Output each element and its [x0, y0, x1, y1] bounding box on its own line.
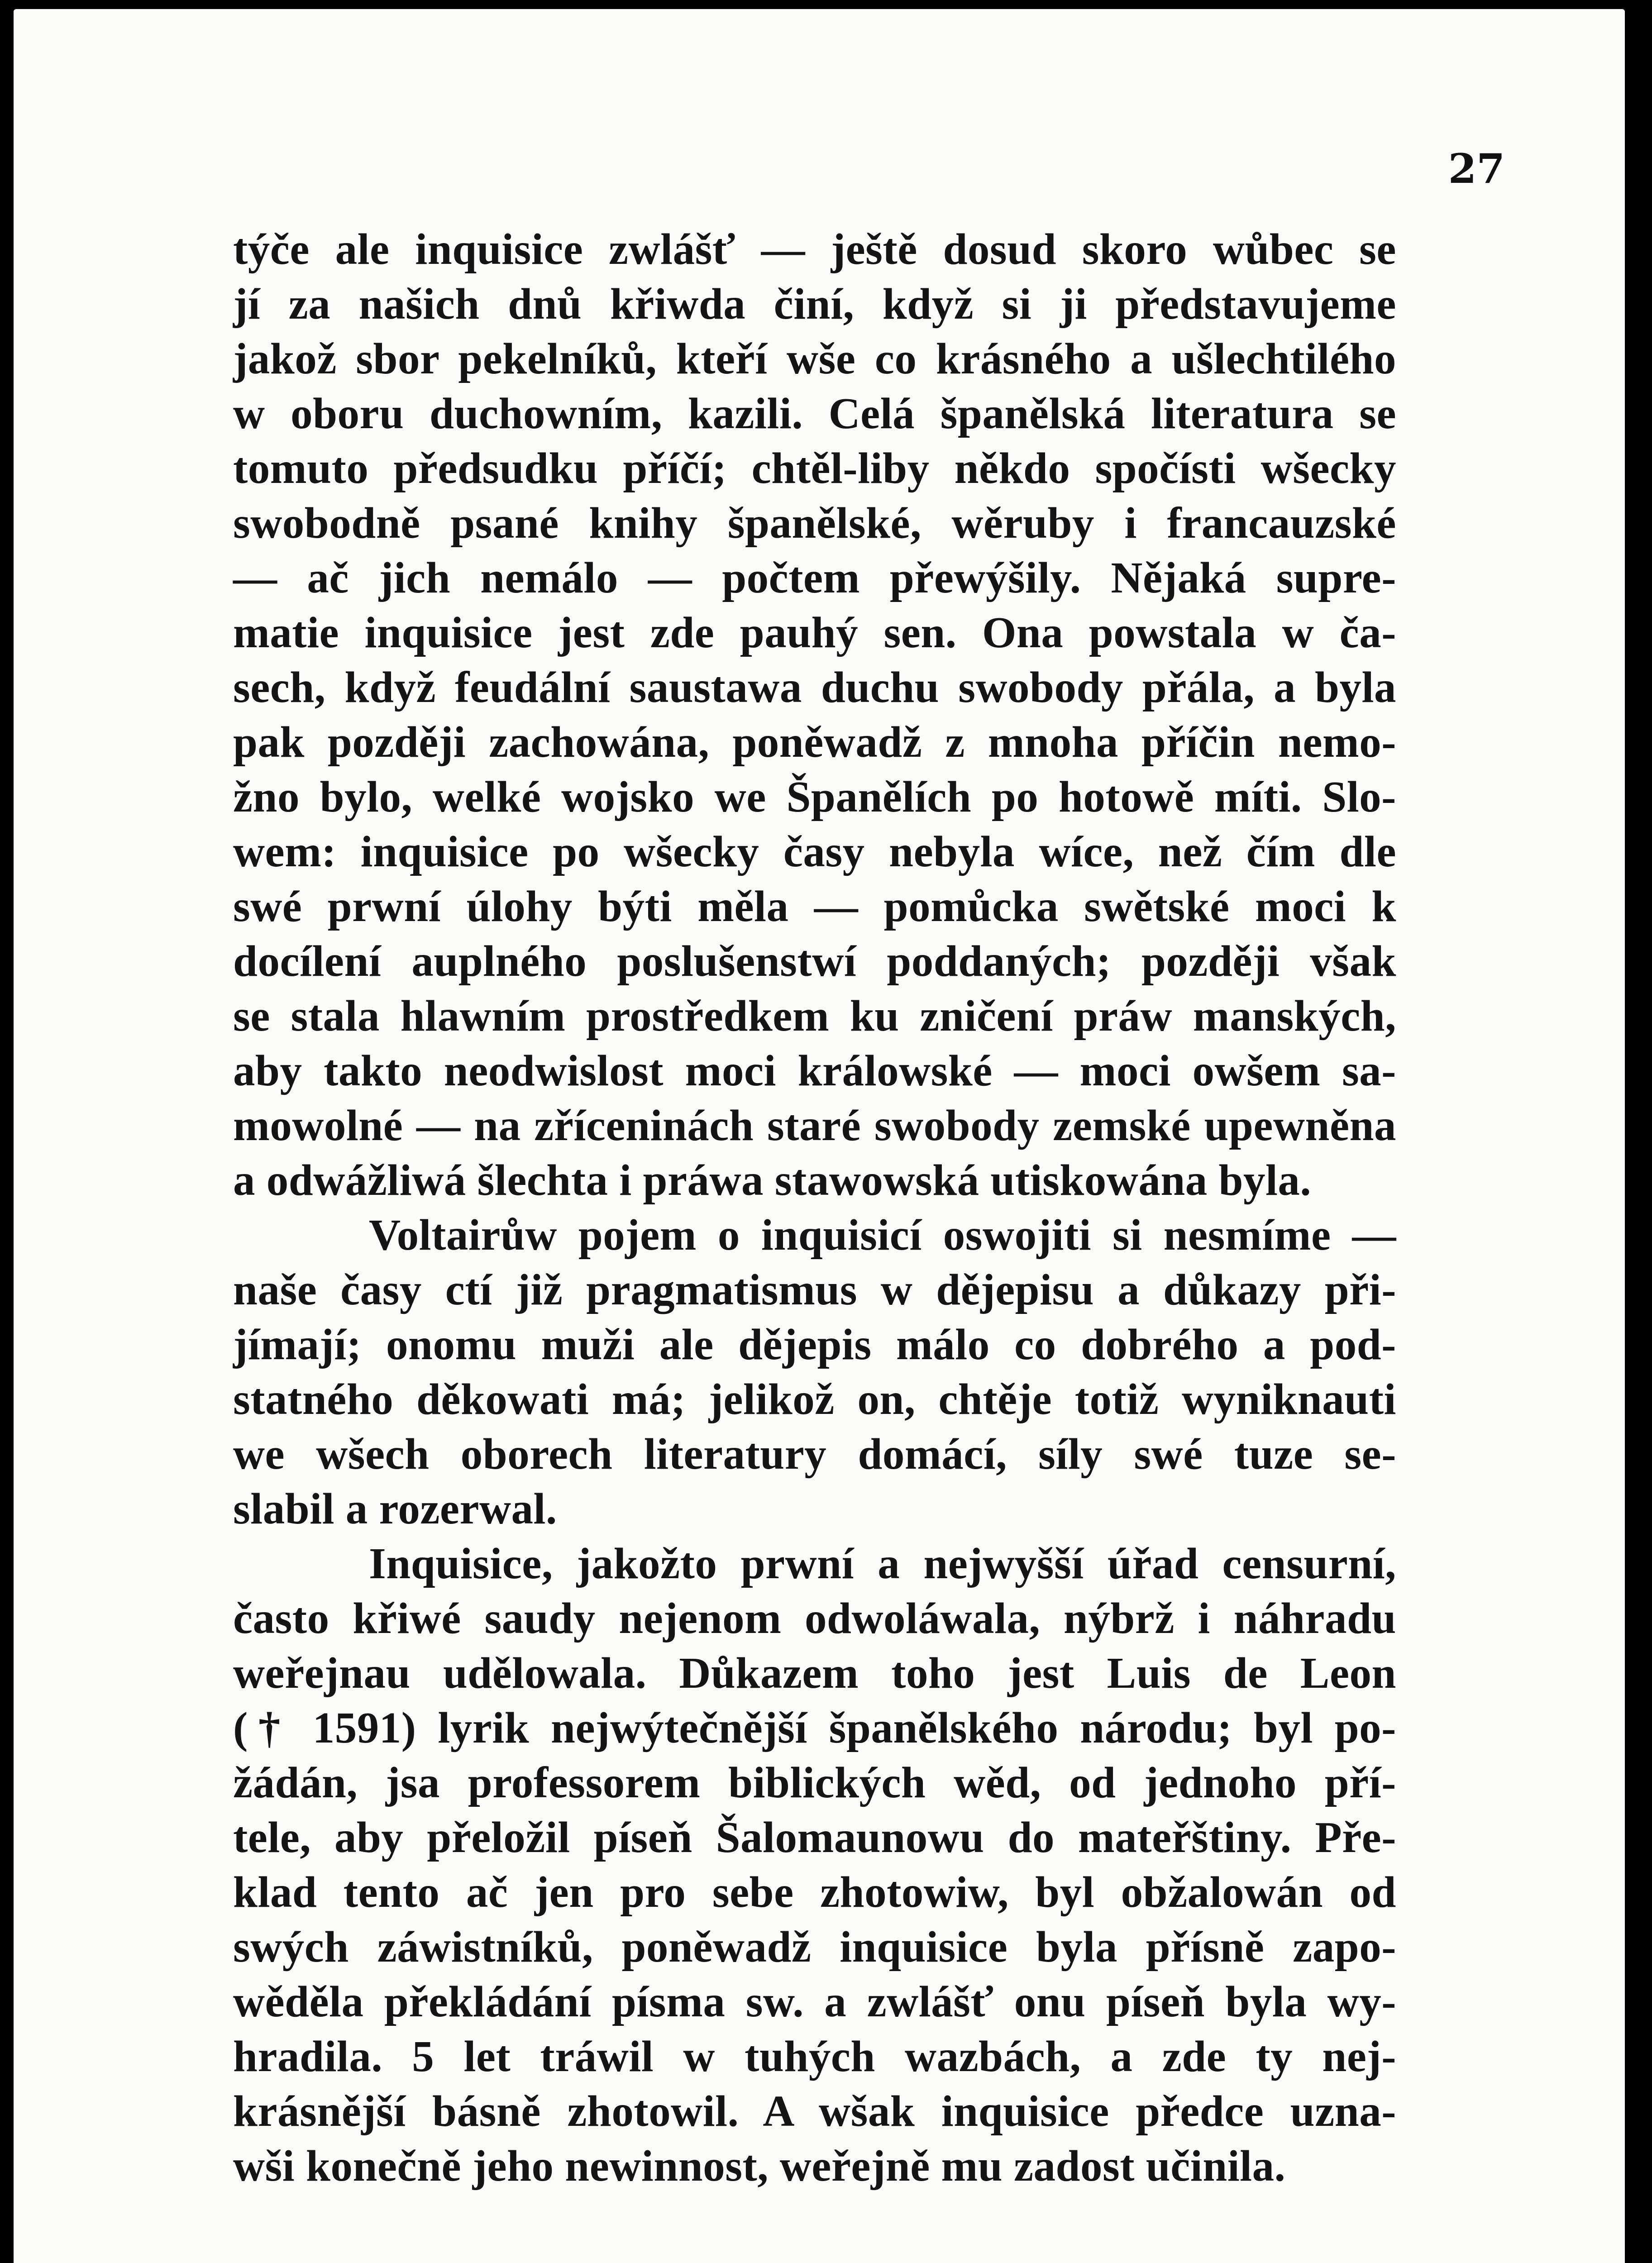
text-line: pak později zachowána, poněwadž z mnoha příčin nemo-: [233, 718, 1396, 766]
text-line: se stala hlawním prostředkem ku zničení práw manských,: [233, 992, 1396, 1040]
text-line: Voltairůw pojem o inquisicí oswojiti si nesmíme —: [369, 1211, 1396, 1259]
text-line: statného děkowati má; jelikož on, chtěje totiž wyniknauti: [233, 1375, 1396, 1423]
text-line: Inquisice, jakožto prwní a nejwyšší úřad censurní,: [369, 1539, 1396, 1588]
text-line: wěděla překládání písma sw. a zwlášť onu píseň byla wy-: [233, 1977, 1396, 2026]
text-line: docílení auplného poslušenstwí poddaných; později však: [233, 937, 1396, 985]
text-line: wem: inquisice po wšecky časy nebyla wíce, než čím dle: [233, 827, 1396, 876]
text-line: swých záwistníků, poněwadž inquisice byla přísně zapo-: [233, 1923, 1396, 1971]
text-line: klad tento ač jen pro sebe zhotowiw, byl obžalowán od: [233, 1868, 1396, 1916]
text-line: žno bylo, welké wojsko we Španělích po hotowě míti. Slo-: [233, 773, 1396, 821]
book-page: [14, 9, 1625, 2263]
text-line: hradila. 5 let tráwil w tuhých wazbách, a zde ty nej-: [233, 2032, 1396, 2081]
text-line: swobodně psané knihy španělské, wěruby i francauzské: [233, 499, 1396, 547]
text-line: často křiwé saudy nejenom odwoláwala, nýbrž i náhradu: [233, 1594, 1396, 1642]
text-line: tele, aby přeložil píseň Šalomaunowu do mateřštiny. Pře-: [233, 1813, 1396, 1862]
text-line: matie inquisice jest zde pauhý sen. Ona powstala w ča-: [233, 608, 1396, 657]
text-line: tomuto předsudku příčí; chtěl-liby někdo spočísti wšecky: [233, 444, 1396, 492]
text-line: jí za našich dnů křiwda činí, když si ji představujeme: [233, 280, 1396, 328]
text-line: swé prwní úlohy býti měla — pomůcka swětské moci k: [233, 882, 1396, 931]
text-line: weřejnau udělowala. Důkazem toho jest Luis de Leon: [233, 1649, 1396, 1697]
text-line: († 1591) lyrik nejwýtečnější španělského národu; byl po-: [233, 1704, 1396, 1752]
page-number: 27: [1448, 145, 1505, 193]
body-text: [233, 222, 1396, 2193]
paragraph-1: [233, 222, 1396, 1208]
text-line: naše časy ctí již pragmatismus w dějepisu a důkazy při-: [233, 1265, 1396, 1314]
text-line: žádán, jsa professorem biblických wěd, od jednoho pří-: [233, 1758, 1396, 1807]
text-line: týče ale inquisice zwlášť — ještě dosud skoro wůbec se: [233, 225, 1396, 273]
text-line: jakož sbor pekelníků, kteří wše co krásného a ušlechtilého: [233, 334, 1396, 383]
text-line: we wšech oborech literatury domácí, síly swé tuze se-: [233, 1430, 1396, 1478]
text-line: w oboru duchowním, kazili. Celá španělská literatura se: [233, 389, 1396, 438]
text-line: mowolné — na zříceninách staré swobody zemské upewněna: [233, 1101, 1396, 1150]
text-line: krásnější básně zhotowil. A wšak inquisice předce uzna-: [233, 2087, 1396, 2135]
text-line: jímají; onomu muži ale dějepis málo co dobrého a pod-: [233, 1320, 1396, 1369]
text-line: a odwážliwá šlechta i práwa stawowská utiskowána byla.: [233, 1156, 1312, 1204]
text-line: sech, když feudální saustawa duchu swobody přála, a byla: [233, 663, 1396, 711]
text-line: slabil a rozerwal.: [233, 1485, 557, 1533]
text-line: aby takto neodwislost moci králowské — moci owšem sa-: [233, 1046, 1396, 1095]
paragraph-2: [233, 1208, 1396, 1536]
paragraph-3: [233, 1536, 1396, 2193]
text-line: wši konečně jeho newinnost, weřejně mu zadost učinila.: [233, 2142, 1286, 2190]
text-line: — ač jich nemálo — počtem přewýšily. Nějaká supre-: [233, 554, 1396, 602]
